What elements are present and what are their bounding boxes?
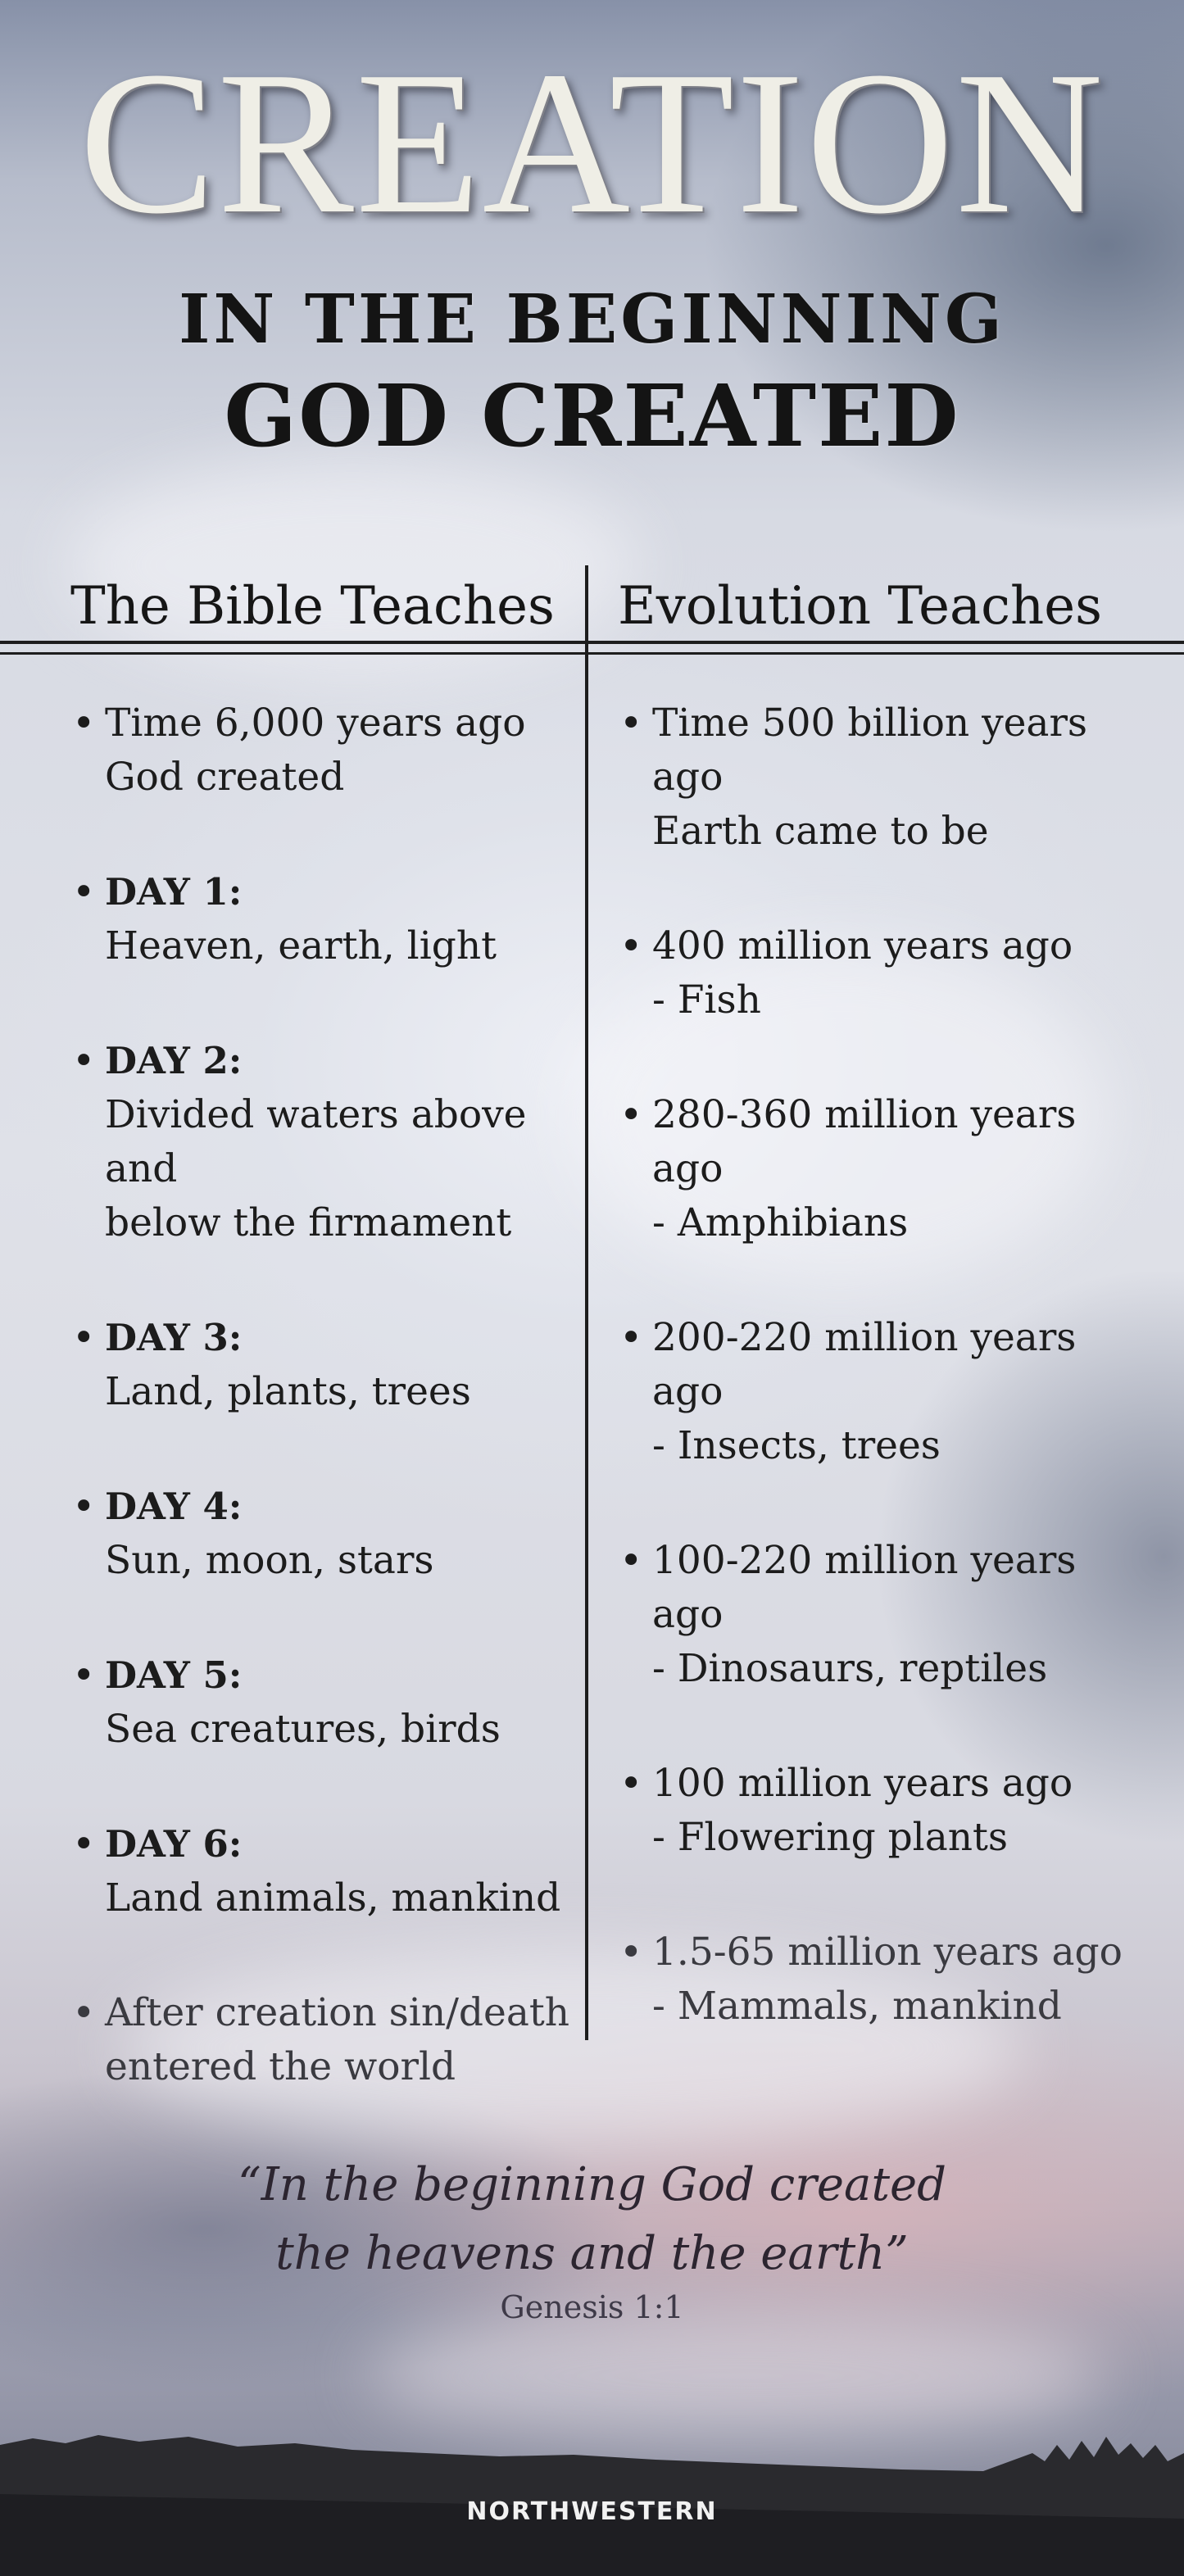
item-line: 400 million years ago (652, 923, 1073, 968)
item-line: - Insects, trees (652, 1423, 941, 1468)
item-line: Land, plants, trees (105, 1369, 471, 1414)
cloud (66, 459, 639, 672)
list-item (66, 1034, 574, 1250)
item-line: 200-220 million years ago (652, 1315, 1077, 1414)
list-item (66, 1986, 574, 2094)
bullet-icon: • (72, 701, 96, 746)
item-line: After creation sin/death (105, 1990, 570, 2035)
evolution-teaches-list (613, 696, 1154, 2094)
item-line: - Flowering plants (652, 1815, 1009, 1860)
day-label: DAY 2: (105, 1039, 243, 1082)
list-item (613, 1088, 1154, 1250)
day-label: DAY 3: (105, 1316, 243, 1359)
item-line: 280-360 million years ago (652, 1092, 1077, 1191)
verse-reference: Genesis 1:1 (500, 2289, 684, 2325)
bullet-icon: • (72, 1821, 96, 1867)
item-line: 100 million years ago (652, 1761, 1073, 1806)
item-line: - Mammals, mankind (652, 1984, 1062, 2029)
subtitle-line2: GOD CREATED (224, 365, 960, 466)
list-item (66, 696, 574, 805)
item-line: Land animals, mankind (105, 1875, 561, 1921)
bullet-icon: • (619, 923, 643, 969)
header-rule-top (0, 641, 1184, 644)
list-item (613, 1534, 1154, 1696)
item-line: - Dinosaurs, reptiles (652, 1646, 1048, 1691)
scripture-quote (0, 2151, 1184, 2288)
treeline-silhouette (0, 2396, 1184, 2576)
list-item (66, 1311, 574, 1419)
bullet-icon: • (72, 1484, 96, 1530)
title-creation: CREATION (79, 29, 1105, 256)
item-line: entered the world (105, 2044, 456, 2089)
quote-line: the heavens and the earth” (275, 2227, 909, 2280)
item-line: Heaven, earth, light (105, 923, 497, 968)
item-line: below the firmament (105, 1200, 512, 1245)
bullet-icon: • (619, 1538, 643, 1584)
item-line: Sea creatures, birds (105, 1707, 501, 1752)
item-line: Time 500 billion years ago (652, 701, 1088, 800)
item-line: Earth came to be (652, 809, 989, 854)
subtitle-line1: IN THE BEGINNING (179, 280, 1005, 359)
bullet-icon: • (72, 1315, 96, 1361)
bullet-icon: • (72, 869, 96, 915)
bullet-icon: • (619, 1761, 643, 1807)
item-line: - Amphibians (652, 1200, 909, 1245)
heading-evolution-teaches: Evolution Teaches (618, 576, 1102, 637)
list-item (66, 1649, 574, 1757)
day-label: DAY 6: (105, 1822, 243, 1866)
item-line: 1.5-65 million years ago (652, 1930, 1123, 1975)
bullet-icon: • (619, 1092, 643, 1138)
bullet-icon: • (72, 1990, 96, 2036)
day-label: DAY 4: (105, 1485, 243, 1528)
list-item (613, 1311, 1154, 1473)
day-label: DAY 5: (105, 1653, 243, 1697)
list-item (66, 1480, 574, 1588)
column-divider (585, 565, 588, 2040)
item-line: Time 6,000 years ago (105, 701, 526, 746)
bullet-icon: • (619, 1930, 643, 1975)
bible-teaches-list (66, 696, 574, 2155)
list-item (613, 696, 1154, 859)
heading-bible-teaches: The Bible Teaches (70, 576, 555, 637)
quote-line: “In the beginning God created (238, 2158, 946, 2211)
day-label: DAY 1: (105, 870, 243, 914)
bullet-icon: • (72, 1653, 96, 1698)
publisher-logo: NORTHWESTERN (466, 2497, 718, 2526)
bullet-icon: • (619, 1315, 643, 1361)
item-line: - Fish (652, 977, 761, 1023)
list-item (613, 919, 1154, 1027)
bullet-icon: • (72, 1038, 96, 1084)
list-item (66, 1817, 574, 1925)
item-line: 100-220 million years ago (652, 1538, 1077, 1637)
list-item (613, 1925, 1154, 2034)
item-line: Sun, moon, stars (105, 1538, 434, 1583)
header-rule-bottom (0, 652, 1184, 655)
bullet-icon: • (619, 701, 643, 746)
item-line: God created (105, 755, 345, 800)
list-item (66, 865, 574, 973)
item-line: Divided waters above and (105, 1092, 527, 1191)
list-item (613, 1757, 1154, 1865)
